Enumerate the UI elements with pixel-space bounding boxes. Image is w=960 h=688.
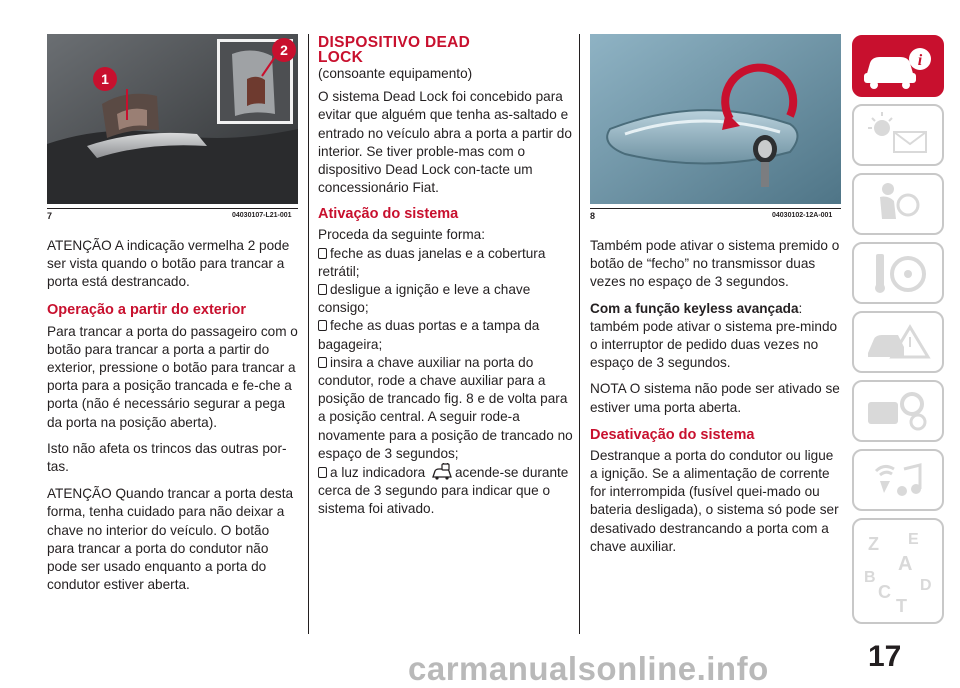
tab-maintenance[interactable] bbox=[852, 380, 944, 442]
bullet-item bbox=[318, 245, 576, 281]
emergency-icon bbox=[854, 313, 942, 371]
door-lock-key-photo bbox=[590, 34, 841, 204]
column-divider-2 bbox=[579, 34, 580, 634]
page-number: 17 bbox=[868, 640, 902, 673]
bullet-text: feche as duas portas e a tampa da bagageira; bbox=[318, 318, 540, 352]
multimedia-icon bbox=[854, 451, 942, 509]
warning-lights-icon bbox=[854, 106, 942, 164]
svg-text:T: T bbox=[896, 596, 907, 616]
column-3 bbox=[590, 237, 842, 556]
checkbox-bullet-icon bbox=[318, 357, 327, 368]
paragraph-keyless bbox=[590, 300, 842, 373]
figure-7 bbox=[47, 34, 298, 204]
svg-text:Z: Z bbox=[868, 534, 879, 554]
section-title-line2: LOCK bbox=[318, 49, 364, 66]
tab-index[interactable] bbox=[852, 518, 944, 624]
heading-activation: Ativação do sistema bbox=[318, 206, 459, 223]
paragraph-deactivation: Destranque a porta do condutor ou ligue a ignição. Se a alimentação de corrente for interrompida (fusível quei-mado ou bateria desligada), o sistema só pode ser desativado destrancando a porta com a chave auxiliar. bbox=[590, 447, 839, 554]
figure-7-rule bbox=[47, 208, 298, 209]
figure-8-rule bbox=[590, 208, 841, 209]
watermark: carmanualsonline.info bbox=[408, 650, 769, 687]
callout-1: 1 bbox=[101, 71, 109, 87]
safety-airbag-icon bbox=[854, 175, 942, 233]
paragraph-dead-lock: O sistema Dead Lock foi concebido para evitar que alguém que tenha as-saltado e entrado no veículo abra a porta a partir do interior. Se tiver proble-mas com o dispositivo Dead Lock con-tacte um concessionário Fiat. bbox=[318, 89, 572, 196]
bullet-item bbox=[318, 281, 576, 317]
tab-emergency[interactable] bbox=[852, 311, 944, 373]
figure-7-number: 7 bbox=[47, 211, 53, 221]
column-divider-1 bbox=[308, 34, 309, 634]
tab-safety[interactable] bbox=[852, 173, 944, 235]
paragraph-other-locks: Isto não afeta os trincos das outras por-tas. bbox=[47, 440, 287, 475]
bullet-text: insira a chave auxiliar na porta do condutor, rode a chave auxiliar para a posição de trancado fig. 8 e de volta para a posição central. A seguir rode-a novamente para a posição de trancado no espaço de 3 segundos; bbox=[318, 354, 573, 461]
door-handle-photo bbox=[47, 34, 298, 204]
svg-text:i: i bbox=[917, 52, 923, 69]
paragraph-exterior-operation: Para trancar a porta do passageiro com o botão para trancar a porta a partir do exterior, pressione o botão para trancar a porta para a posição trancada e fe-che a porta (não é necessário segurar a pega da porta na posição aberta). bbox=[47, 323, 298, 430]
checkbox-bullet-icon bbox=[318, 320, 327, 331]
svg-text:E: E bbox=[908, 531, 919, 548]
car-lock-indicator-icon bbox=[431, 463, 453, 481]
car-info-icon bbox=[854, 37, 942, 95]
index-icon bbox=[854, 520, 942, 622]
paragraph-transmitter: Também pode ativar o sistema premido o botão de “fecho” no transmissor duas vezes no espaço de 3 segundos. bbox=[590, 238, 840, 290]
figure-8-code: 04030102-12A-001 bbox=[772, 212, 833, 219]
heading-exterior-operation: Operação a partir do exterior bbox=[47, 301, 247, 318]
svg-text:B: B bbox=[864, 569, 876, 586]
tab-car-info[interactable] bbox=[852, 35, 944, 97]
keyless-text: : também pode ativar o sistema pre-mindo o interruptor de pedido duas vezes no espaço de 3 segundos. bbox=[590, 300, 838, 371]
column-2 bbox=[318, 35, 576, 519]
bullet-text: desligue a ignição e leve a chave consigo; bbox=[318, 282, 531, 316]
maintenance-icon bbox=[854, 382, 942, 440]
checkbox-bullet-icon bbox=[318, 248, 327, 259]
figure-8 bbox=[590, 34, 841, 204]
note-door-open: NOTA O sistema não pode ser ativado se estiver uma porta aberta. bbox=[590, 381, 840, 415]
bullet-text: a luz indicadora bbox=[330, 465, 426, 481]
section-title-line1: DISPOSITIVO DEAD bbox=[318, 34, 471, 51]
starting-driving-icon bbox=[854, 244, 942, 302]
bullet-item bbox=[318, 317, 576, 353]
figure-7-code: 04030107-L21-001 bbox=[232, 212, 292, 219]
activation-intro: Proceda da seguinte forma: bbox=[318, 227, 486, 243]
tab-warning-lights[interactable] bbox=[852, 104, 944, 166]
bullet-text-continued: acende-se durante cerca de 3 segundo para indicar que o sistema foi ativado. bbox=[318, 465, 569, 517]
keyless-label: Com a função keyless avançada bbox=[590, 300, 799, 316]
note-red-indicator: ATENÇÃO A indicação vermelha 2 pode ser vista quando o botão para trancar a porta está destrancado. bbox=[47, 238, 290, 290]
bullet-item bbox=[318, 463, 576, 519]
bullet-text: feche as duas janelas e a cobertura retrátil; bbox=[318, 245, 546, 279]
svg-text:C: C bbox=[878, 582, 891, 602]
figure-8-number: 8 bbox=[590, 211, 596, 221]
svg-text:A: A bbox=[898, 553, 913, 575]
tab-starting-driving[interactable] bbox=[852, 242, 944, 304]
bullet-item bbox=[318, 354, 576, 463]
callout-2: 2 bbox=[280, 42, 288, 58]
section-subtitle: (consoante equipamento) bbox=[318, 66, 473, 81]
checkbox-bullet-icon bbox=[318, 467, 327, 478]
svg-text:D: D bbox=[920, 577, 932, 594]
note-key-inside: ATENÇÃO Quando trancar a porta desta forma, tenha cuidado para não deixar a chave no interior do veículo. O botão para trancar a porta do condutor não pode ser usado enquanto a porta do condutor estiver aberta. bbox=[47, 486, 294, 593]
tab-multimedia[interactable] bbox=[852, 449, 944, 511]
column-1 bbox=[47, 237, 299, 594]
heading-deactivation: Desativação do sistema bbox=[590, 426, 755, 443]
checkbox-bullet-icon bbox=[318, 284, 327, 295]
